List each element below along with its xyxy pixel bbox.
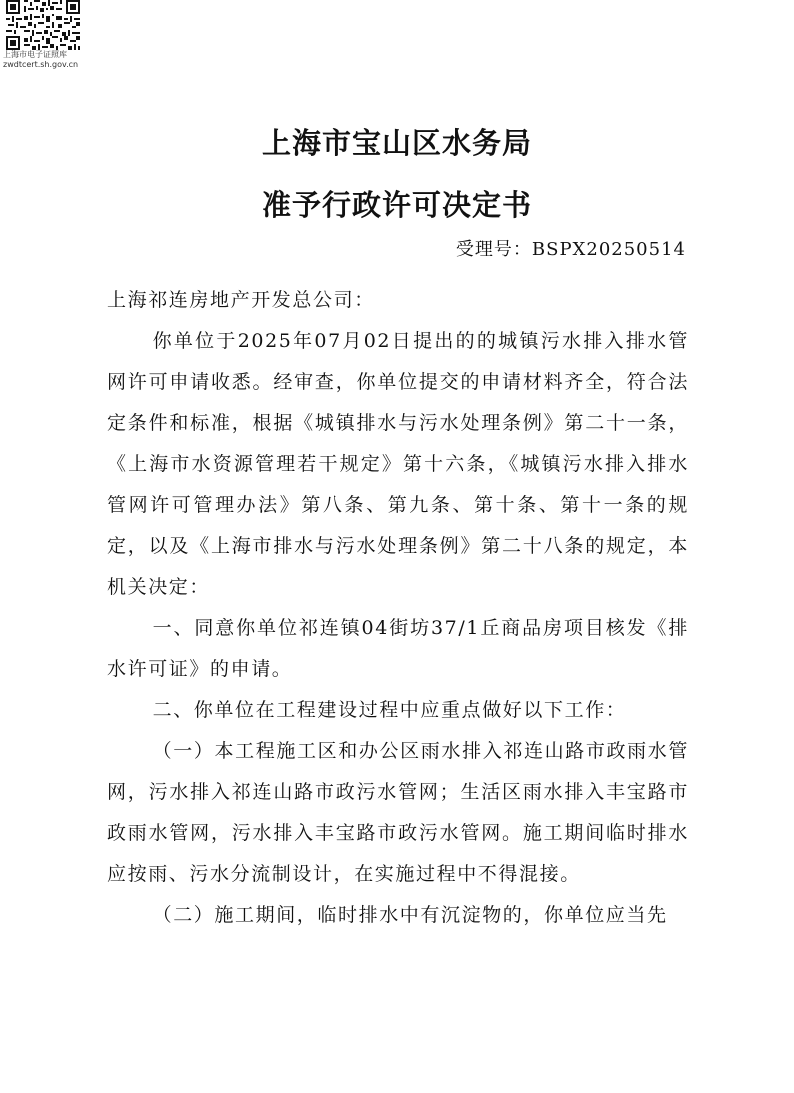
qr-code bbox=[6, 0, 80, 50]
qr-caption bbox=[3, 50, 87, 70]
paragraph-4: （一）本工程施工区和办公区雨水排入祁连山路市政雨水管网，污水排入祁连山路市政污水管网；生活区雨水排入丰宝路市政雨水管网，污水排入丰宝路市政污水管网。施工期间临时排水应按雨、污水分流制设计，在实施过程中不得混接。 bbox=[107, 740, 689, 885]
paragraph-5: （二）施工期间，临时排水中有沉淀物的，你单位应当先 bbox=[152, 904, 668, 926]
qr-caption-line1: 上海市电子证照库 bbox=[3, 50, 67, 59]
reference-number: 受理号：BSPX20250514 bbox=[455, 239, 686, 260]
addressee: 上海祁连房地产开发总公司： bbox=[107, 289, 375, 311]
paragraph-1: 你单位于2025年07月02日提出的的城镇污水排入排水管网许可申请收悉。经审查，你单位提交的申请材料齐全，符合法定条件和标准，根据《城镇排水与污水处理条例》第二十一条，《上海市水资源管理若干规定》第十六条，《城镇污水排入排水管网许可管理办法》第八条、第九条、第十条、第十一条的规定，以及《上海市排水与污水处理条例》第二十八条的规定，本机关决定： bbox=[107, 330, 689, 598]
issuing-organization: 上海市宝山区水务局 bbox=[261, 126, 532, 160]
paragraph-2: 一、同意你单位祁连镇04街坊37/1丘商品房项目核发《排水许可证》的申请。 bbox=[107, 617, 689, 680]
document-title: 准予行政许可决定书 bbox=[261, 188, 532, 222]
paragraph-3: 二、你单位在工程建设过程中应重点做好以下工作： bbox=[152, 699, 627, 721]
document-body bbox=[107, 280, 689, 936]
qr-caption-line2: zwdtcert.sh.gov.cn bbox=[3, 60, 79, 69]
